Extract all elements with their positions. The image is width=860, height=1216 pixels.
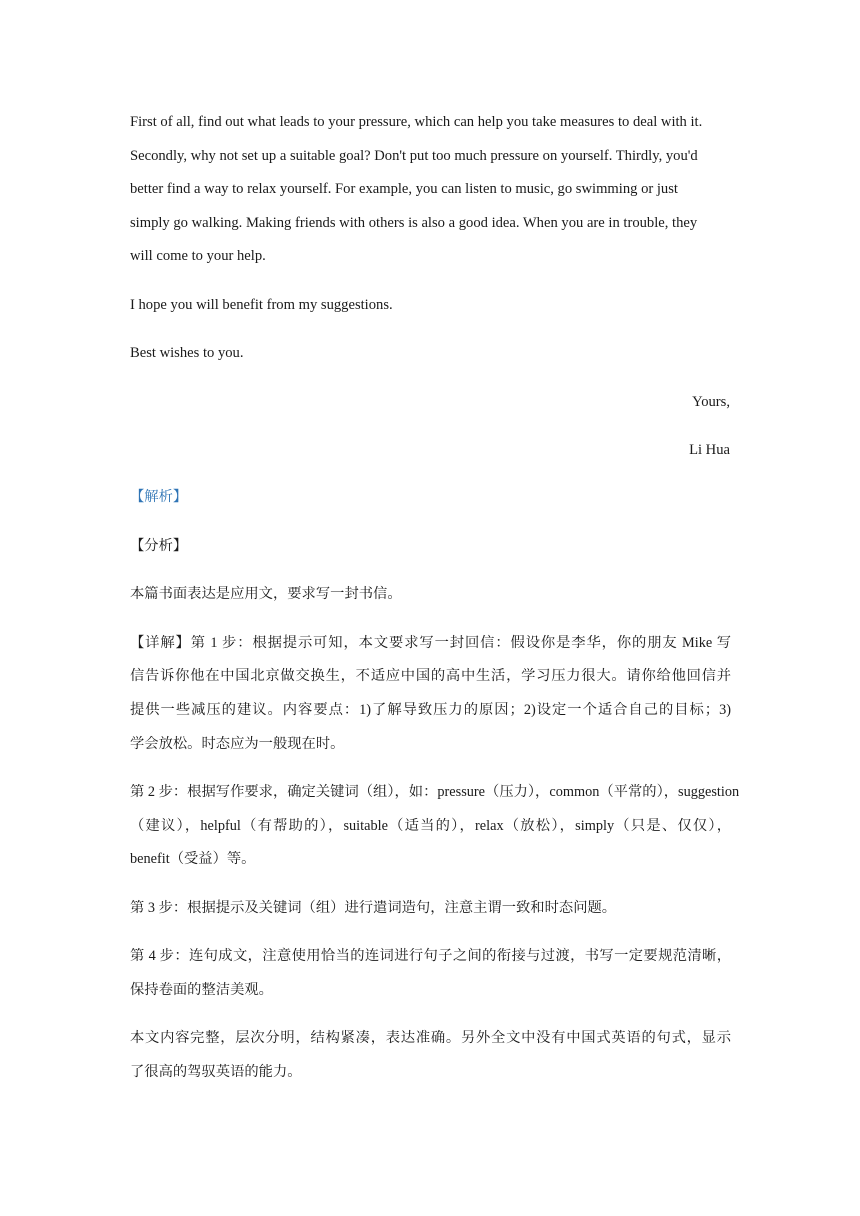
letter-body-line: Secondly, why not set up a suitable goal? Don't put too much pressure on yourself. Thirdly, you'd: [130, 148, 698, 164]
letter-hope-line: I hope you will benefit from my suggestions.: [130, 297, 393, 313]
step1-line: 提供一些减压的建议。内容要点：1)了解导致压力的原因；2)设定一个适合自己的目标；3): [130, 702, 731, 718]
step2-line: 第 2 步：根据写作要求，确定关键词（组），如：pressure（压力），common（平常的），suggestion: [130, 784, 740, 800]
step1-line: 学会放松。时态应为一般现在时。: [130, 736, 345, 752]
step4-line: 第 4 步：连句成文，注意使用恰当的连词进行句子之间的衔接与过渡，书写一定要规范清晰，: [130, 948, 731, 964]
fenxi-text: 本篇书面表达是应用文，要求写一封书信。: [130, 586, 402, 602]
letter-body-line: simply go walking. Making friends with others is also a good idea. When you are in trouble, they: [130, 215, 698, 231]
letter-closing: Yours,: [692, 394, 730, 410]
fenxi-heading: 【分析】: [130, 538, 188, 554]
letter-signature: Li Hua: [689, 442, 730, 458]
summary-line: 本文内容完整，层次分明，结构紧凑，表达准确。另外全文中没有中国式英语的句式，显示: [130, 1030, 731, 1046]
step3-text: 第 3 步：根据提示及关键词（组）进行遣词造句，注意主谓一致和时态问题。: [130, 900, 617, 916]
letter-body-line: will come to your help.: [130, 248, 266, 264]
letter-body-line: First of all, find out what leads to your pressure, which can help you take measures to deal with it.: [130, 114, 703, 130]
step1-line: 信告诉你他在中国北京做交换生，不适应中国的高中生活，学习压力很大。请你给他回信并: [130, 668, 731, 684]
step1-line: 【详解】第 1 步：根据提示可知，本文要求写一封回信：假设你是李华，你的朋友 Mike 写: [130, 635, 731, 651]
step2-line: benefit（受益）等。: [130, 851, 256, 867]
letter-body-line: better find a way to relax yourself. For example, you can listen to music, go swimming or just: [130, 181, 678, 197]
summary-line: 了很高的驾驭英语的能力。: [130, 1064, 302, 1080]
jiexi-heading: 【解析】: [130, 489, 188, 505]
letter-wishes-line: Best wishes to you.: [130, 345, 244, 361]
step4-line: 保持卷面的整洁美观。: [130, 982, 273, 998]
step2-line: （建议），helpful（有帮助的），suitable（适当的），relax（放松），simply（只是、仅仅），: [130, 818, 731, 834]
